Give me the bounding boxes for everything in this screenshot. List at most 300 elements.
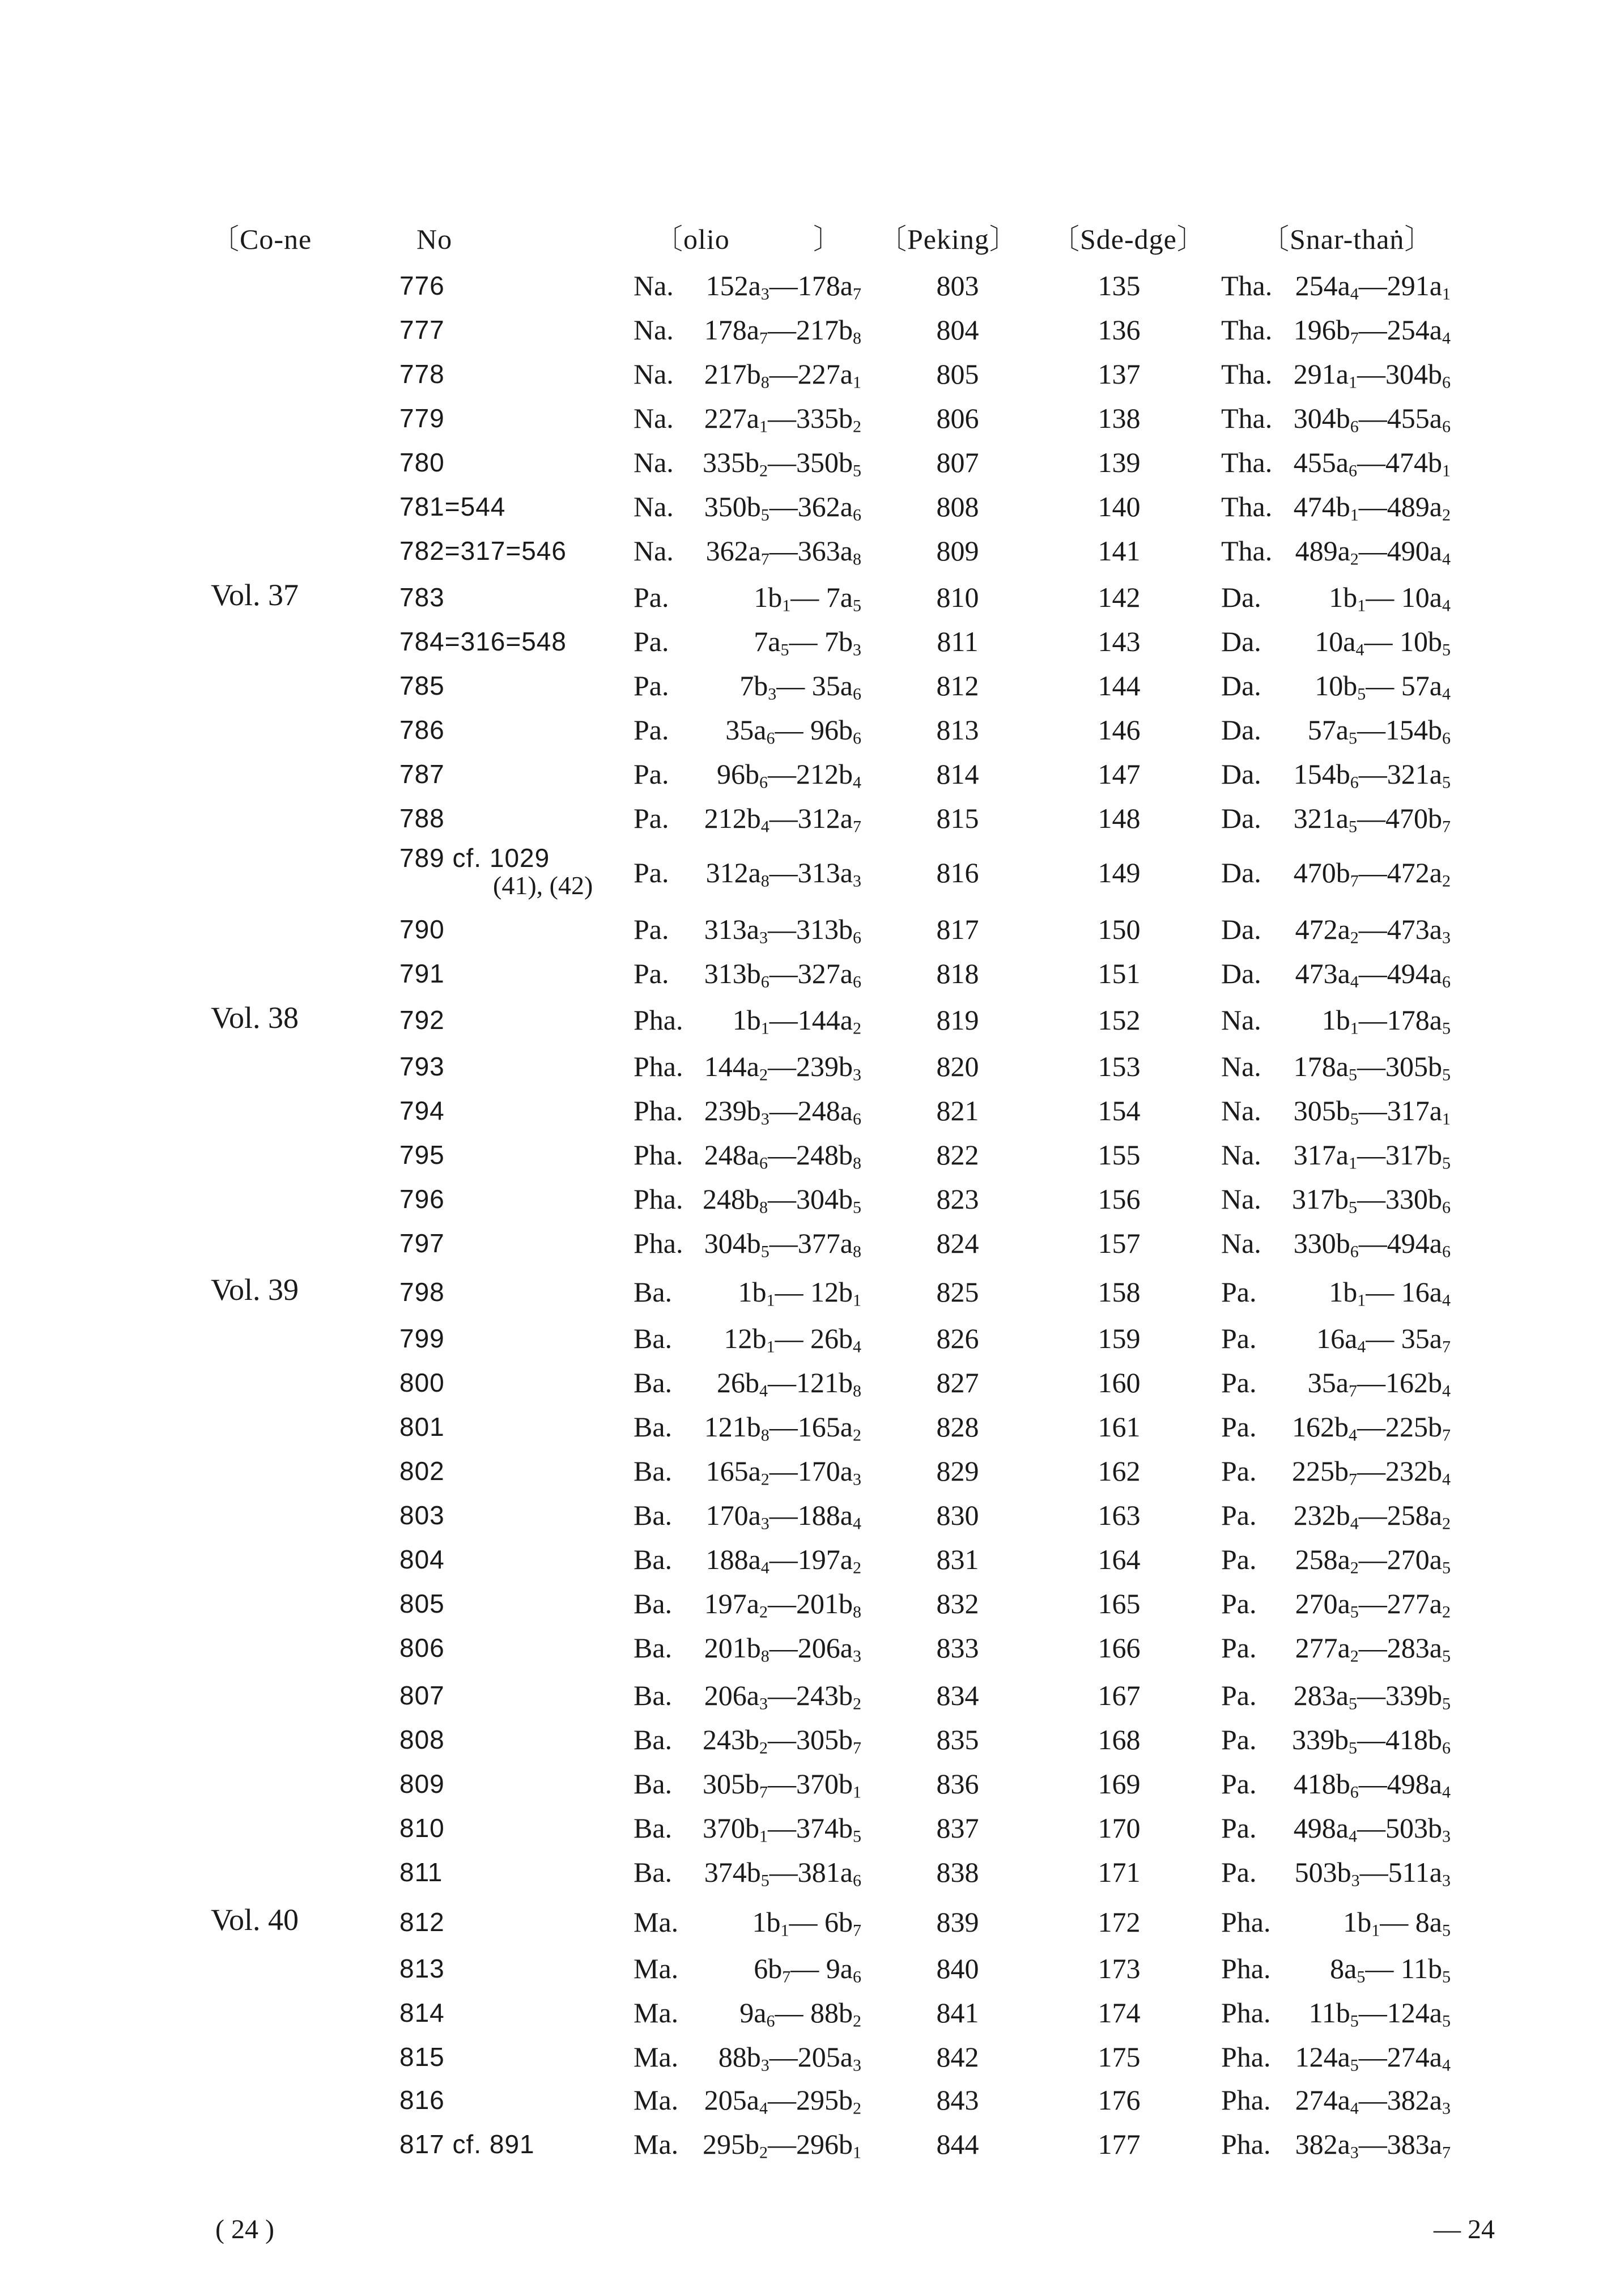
- peking-number: 829: [936, 1455, 979, 1487]
- snarthan-range: $317a_1—317b_5$: [1293, 1139, 1451, 1173]
- folio-range: $197a_2—201b_8$: [704, 1588, 861, 1622]
- catalogue-number: 781=544: [399, 492, 506, 521]
- folio-section: Na.: [634, 358, 674, 390]
- catalogue-number: 796: [399, 1184, 445, 1214]
- sdedge-number: 157: [1098, 1227, 1141, 1259]
- snarthan-section: Pha.: [1221, 2084, 1271, 2116]
- snarthan-section: Da.: [1221, 714, 1261, 746]
- peking-number: 833: [936, 1632, 979, 1664]
- sdedge-number: 169: [1098, 1768, 1141, 1800]
- sdedge-number: 158: [1098, 1276, 1141, 1308]
- snarthan-range: $489a_2—490a_4$: [1295, 535, 1451, 569]
- folio-range: $205a_4—295b_2$: [704, 2084, 861, 2118]
- snarthan-section: Tha.: [1221, 402, 1273, 434]
- snarthan-range: $474b_1—489a_2$: [1293, 491, 1451, 525]
- folio-range: $1b_1—$ $6b_7$: [752, 1906, 861, 1940]
- catalogue-number: 791: [399, 959, 445, 988]
- folio-range: $248a_6—248b_8$: [704, 1139, 861, 1173]
- catalogue-number-note: (41), (42): [493, 871, 593, 900]
- catalogue-number: 817 cf. 891: [399, 2129, 535, 2159]
- table-row: [0, 357, 1624, 391]
- table-row: [0, 1542, 1624, 1576]
- sdedge-number: 137: [1098, 358, 1141, 390]
- snarthan-section: Pha.: [1221, 1953, 1271, 1984]
- snarthan-range: $16a_4—$ $35a_7$: [1316, 1323, 1451, 1357]
- catalogue-number: 778: [399, 359, 445, 389]
- catalogue-number: 807: [399, 1681, 445, 1710]
- catalogue-number: 812: [399, 1907, 445, 1937]
- folio-range: $96b_6—212b_4$: [717, 758, 861, 792]
- snarthan-section: Tha.: [1221, 491, 1273, 522]
- folio-range: $1b_1—$ $7a_5$: [754, 581, 861, 615]
- table-row: [0, 843, 1624, 900]
- folio-section: Na.: [634, 314, 674, 346]
- catalogue-number: 806: [399, 1633, 445, 1663]
- catalogue-number: 798: [399, 1277, 445, 1307]
- peking-number: 818: [936, 958, 979, 989]
- folio-section: Na.: [634, 402, 674, 434]
- sdedge-number: 167: [1098, 1680, 1141, 1711]
- folio-section: Ba.: [634, 1367, 673, 1398]
- table-row: [0, 1767, 1624, 1801]
- catalogue-number: 786: [399, 715, 445, 745]
- snarthan-range: $503b_3—511a_3$: [1294, 1856, 1451, 1890]
- header-cone: 〔Co-ne: [211, 223, 312, 255]
- snarthan-section: Pha.: [1221, 2041, 1271, 2073]
- snarthan-section: Tha.: [1221, 270, 1273, 301]
- sdedge-number: 171: [1098, 1856, 1141, 1888]
- catalogue-number: 802: [399, 1456, 445, 1486]
- sdedge-number: 152: [1098, 1004, 1141, 1036]
- peking-number: 836: [936, 1768, 979, 1800]
- catalogue-number: 797: [399, 1228, 445, 1258]
- catalogue-number: 808: [399, 1725, 445, 1754]
- table-row: [0, 1049, 1624, 1083]
- peking-number: 816: [936, 857, 979, 888]
- sdedge-number: 154: [1098, 1095, 1141, 1126]
- peking-number: 839: [936, 1906, 979, 1938]
- peking-number: 809: [936, 535, 979, 567]
- snarthan-section: Na.: [1221, 1004, 1261, 1036]
- snarthan-range: $258a_2—270a_5$: [1295, 1544, 1451, 1578]
- sdedge-number: 162: [1098, 1455, 1141, 1487]
- folio-section: Pa.: [634, 857, 669, 888]
- folio-section: Pha.: [634, 1095, 683, 1126]
- table-row: [0, 1498, 1624, 1532]
- peking-number: 822: [936, 1139, 979, 1171]
- peking-number: 810: [936, 581, 979, 613]
- sdedge-number: 177: [1098, 2128, 1141, 2160]
- catalogue-number: 776: [399, 271, 445, 300]
- peking-number: 821: [936, 1095, 979, 1126]
- snarthan-range: $10b_5—$ $57a_4$: [1315, 670, 1451, 704]
- sdedge-number: 160: [1098, 1367, 1141, 1398]
- snarthan-section: Pa.: [1221, 1632, 1257, 1664]
- snarthan-section: Pa.: [1221, 1499, 1257, 1531]
- sdedge-number: 149: [1098, 857, 1141, 888]
- folio-range: $152a_3—178a_7$: [705, 270, 861, 304]
- snarthan-range: $339b_5—418b_6$: [1292, 1724, 1451, 1758]
- snarthan-section: Na.: [1221, 1183, 1261, 1215]
- catalogue-number: 799: [399, 1324, 445, 1353]
- folio-section: Ba.: [634, 1724, 673, 1755]
- snarthan-section: Da.: [1221, 958, 1261, 989]
- peking-number: 812: [936, 670, 979, 701]
- snarthan-range: $1b_1—$ $16a_4$: [1329, 1276, 1451, 1310]
- folio-section: Pa.: [634, 958, 669, 989]
- sdedge-number: 146: [1098, 714, 1141, 746]
- sdedge-number: 163: [1098, 1499, 1141, 1531]
- snarthan-range: $470b_7—472a_2$: [1293, 857, 1451, 891]
- table-row: [0, 956, 1624, 990]
- snarthan-range: $35a_7—162b_4$: [1307, 1367, 1451, 1401]
- sdedge-number: 170: [1098, 1812, 1141, 1844]
- snarthan-range: $291a_1—304b_6$: [1293, 358, 1451, 392]
- peking-number: 841: [936, 1997, 979, 2029]
- snarthan-section: Pa.: [1221, 1411, 1257, 1443]
- table-row: [0, 1678, 1624, 1712]
- folio-section: Ba.: [634, 1856, 673, 1888]
- table-row: [0, 269, 1624, 303]
- peking-number: 826: [936, 1323, 979, 1354]
- table-row: [0, 1182, 1624, 1216]
- page-number-left: ( 24 ): [215, 2214, 274, 2244]
- volume-label: Vol. 39: [211, 1273, 299, 1307]
- folio-range: $217b_8—227a_1$: [704, 358, 861, 392]
- folio-range: $312a_8—313a_3$: [705, 857, 861, 891]
- sdedge-number: 165: [1098, 1588, 1141, 1619]
- sdedge-number: 161: [1098, 1411, 1141, 1443]
- catalogue-number: 801: [399, 1412, 445, 1442]
- folio-range: $374b_5—381a_6$: [704, 1856, 861, 1890]
- snarthan-range: $10a_4—$ $10b_5$: [1315, 626, 1451, 660]
- catalogue-number: 780: [399, 448, 445, 477]
- table-row: [0, 580, 1624, 614]
- snarthan-section: Na.: [1221, 1227, 1261, 1259]
- folio-section: Ba.: [634, 1411, 673, 1443]
- snarthan-section: Da.: [1221, 670, 1261, 701]
- folio-section: Ma.: [634, 2128, 679, 2160]
- peking-number: 803: [936, 270, 979, 301]
- folio-section: Ba.: [634, 1276, 673, 1308]
- snarthan-section: Pa.: [1221, 1588, 1257, 1619]
- folio-range: $188a_4—197a_2$: [705, 1544, 861, 1578]
- catalogue-number: 811: [399, 1857, 443, 1887]
- volume-label: Vol. 37: [211, 578, 299, 612]
- peking-number: 814: [936, 758, 979, 790]
- snarthan-range: $154b_6—321a_5$: [1293, 758, 1451, 792]
- catalogue-number: 805: [399, 1589, 445, 1618]
- snarthan-range: $232b_4—258a_2$: [1293, 1499, 1451, 1533]
- sdedge-number: 159: [1098, 1323, 1141, 1354]
- snarthan-range: $304b_6—455a_6$: [1293, 402, 1451, 436]
- folio-range: $165a_2—170a_3$: [705, 1455, 861, 1489]
- snarthan-range: $162b_4—225b_7$: [1292, 1411, 1451, 1445]
- catalogue-number: 815: [399, 2042, 445, 2072]
- folio-section: Ba.: [634, 1499, 673, 1531]
- table-row: [0, 1410, 1624, 1444]
- folio-range: $350b_5—362a_6$: [704, 491, 861, 525]
- snarthan-range: $317b_5—330b_6$: [1292, 1183, 1451, 1217]
- folio-range: $144a_2—239b_3$: [704, 1051, 861, 1085]
- peking-number: 838: [936, 1856, 979, 1888]
- peking-number: 823: [936, 1183, 979, 1215]
- header-folio-close: 〕: [813, 223, 842, 255]
- snarthan-section: Tha.: [1221, 447, 1273, 478]
- table-row: [0, 2127, 1624, 2161]
- sdedge-number: 147: [1098, 758, 1141, 790]
- peking-number: 831: [936, 1544, 979, 1575]
- sdedge-number: 155: [1098, 1139, 1141, 1171]
- catalogue-number: 784=316=548: [399, 627, 567, 656]
- folio-section: Pha.: [634, 1183, 683, 1215]
- table-row: [0, 1094, 1624, 1128]
- snarthan-section: Da.: [1221, 626, 1261, 657]
- folio-range: $1b_1—$ $12b_1$: [738, 1276, 861, 1310]
- snarthan-section: Da.: [1221, 758, 1261, 790]
- snarthan-section: Na.: [1221, 1051, 1261, 1082]
- folio-range: $362a_7—363a_8$: [705, 535, 861, 569]
- peking-number: 844: [936, 2128, 979, 2160]
- snarthan-section: Pa.: [1221, 1768, 1257, 1800]
- snarthan-section: Da.: [1221, 581, 1261, 613]
- snarthan-range: $473a_4—494a_6$: [1295, 958, 1451, 992]
- folio-section: Pa.: [634, 758, 669, 790]
- snarthan-range: $57a_5—154b_6$: [1307, 714, 1451, 748]
- peking-number: 832: [936, 1588, 979, 1619]
- table-row: [0, 1138, 1624, 1172]
- folio-section: Ma.: [634, 1906, 679, 1938]
- folio-section: Ba.: [634, 1680, 673, 1711]
- snarthan-section: Pa.: [1221, 1724, 1257, 1755]
- catalogue-number: 779: [399, 403, 445, 433]
- catalogue-number: 810: [399, 1813, 445, 1843]
- sdedge-number: 150: [1098, 913, 1141, 945]
- snarthan-section: Pa.: [1221, 1455, 1257, 1487]
- snarthan-section: Pa.: [1221, 1544, 1257, 1575]
- snarthan-range: $1b_1—178a_5$: [1321, 1004, 1451, 1038]
- catalogue-number: 783: [399, 582, 445, 612]
- header-peking: 〔Peking〕: [878, 223, 1018, 255]
- folio-section: Na.: [634, 535, 674, 567]
- sdedge-number: 142: [1098, 581, 1141, 613]
- peking-number: 843: [936, 2084, 979, 2116]
- folio-section: Na.: [634, 491, 674, 522]
- catalogue-number: 813: [399, 1954, 445, 1983]
- snarthan-section: Pha.: [1221, 2128, 1271, 2160]
- folio-section: Pa.: [634, 802, 669, 834]
- folio-range: $243b_2—305b_7$: [703, 1724, 861, 1758]
- table-row: [0, 757, 1624, 791]
- folio-section: Pha.: [634, 1004, 683, 1036]
- snarthan-section: Pha.: [1221, 1906, 1271, 1938]
- snarthan-range: $196b_7—254a_4$: [1293, 314, 1451, 348]
- catalogue-number: 787: [399, 759, 445, 789]
- folio-range: $313b_6—327a_6$: [704, 958, 861, 992]
- snarthan-section: Pa.: [1221, 1856, 1257, 1888]
- folio-range: $170a_3—188a_4$: [705, 1499, 861, 1533]
- peking-number: 806: [936, 402, 979, 434]
- catalogue-number: 793: [399, 1052, 445, 1081]
- folio-section: Ma.: [634, 2084, 679, 2116]
- folio-section: Ba.: [634, 1455, 673, 1487]
- table-row: [0, 1321, 1624, 1355]
- folio-section: Ma.: [634, 2041, 679, 2073]
- folio-section: Pa.: [634, 670, 669, 701]
- folio-range: $12b_1—$ $26b_4$: [724, 1323, 861, 1357]
- peking-number: 824: [936, 1227, 979, 1259]
- folio-section: Pa.: [634, 714, 669, 746]
- folio-range: $227a_1—335b_2$: [704, 402, 861, 436]
- folio-range: $9a_6—$ $88b_2$: [739, 1997, 861, 2031]
- table-row: [0, 1855, 1624, 1889]
- peking-number: 842: [936, 2041, 979, 2073]
- snarthan-range: $274a_4—382a_3$: [1295, 2084, 1451, 2118]
- table-row: [0, 1275, 1624, 1309]
- catalogue-number: 789 cf. 1029: [399, 843, 550, 873]
- peking-number: 804: [936, 314, 979, 346]
- snarthan-section: Pa.: [1221, 1323, 1257, 1354]
- snarthan-section: Da.: [1221, 913, 1261, 945]
- sdedge-number: 166: [1098, 1632, 1141, 1664]
- folio-section: Pa.: [634, 581, 669, 613]
- table-row: [0, 2083, 1624, 2117]
- folio-section: Ma.: [634, 1997, 679, 2029]
- snarthan-range: $8a_5—$ $11b_5$: [1330, 1953, 1451, 1987]
- folio-section: Ba.: [634, 1812, 673, 1844]
- snarthan-range: $270a_5—277a_2$: [1295, 1588, 1451, 1622]
- snarthan-section: Tha.: [1221, 358, 1273, 390]
- sdedge-number: 168: [1098, 1724, 1141, 1755]
- table-row: [0, 1905, 1624, 1939]
- folio-range: $304b_5—377a_8$: [704, 1227, 861, 1261]
- volume-label: Vol. 38: [211, 1001, 299, 1035]
- snarthan-section: Tha.: [1221, 535, 1273, 567]
- snarthan-section: Da.: [1221, 857, 1261, 888]
- folio-range: $248b_8—304b_5$: [703, 1183, 861, 1217]
- catalogue-number: 792: [399, 1005, 445, 1035]
- folio-section: Pha.: [634, 1139, 683, 1171]
- folio-range: $178a_7—217b_8$: [704, 314, 861, 348]
- snarthan-range: $254a_4—291a_1$: [1295, 270, 1451, 304]
- table-row: [0, 2040, 1624, 2074]
- snarthan-range: $178a_5—305b_5$: [1293, 1051, 1451, 1085]
- folio-section: Ba.: [634, 1323, 673, 1354]
- sdedge-number: 138: [1098, 402, 1141, 434]
- catalogue-number: 795: [399, 1140, 445, 1170]
- table-row: [0, 669, 1624, 703]
- catalogue-number: 782=317=546: [399, 536, 567, 566]
- table-row: [0, 1587, 1624, 1621]
- catalogue-number: 788: [399, 803, 445, 833]
- folio-range: $1b_1—144a_2$: [732, 1004, 861, 1038]
- snarthan-range: $382a_3—383a_7$: [1295, 2128, 1451, 2162]
- catalogue-number: 814: [399, 1998, 445, 2027]
- catalogue-number: 804: [399, 1545, 445, 1574]
- table-row: [0, 534, 1624, 568]
- table-row: [0, 801, 1624, 835]
- sdedge-number: 156: [1098, 1183, 1141, 1215]
- snarthan-section: Tha.: [1221, 314, 1273, 346]
- peking-number: 817: [936, 913, 979, 945]
- catalogue-number: 790: [399, 915, 445, 944]
- folio-section: Na.: [634, 447, 674, 478]
- sdedge-number: 175: [1098, 2041, 1141, 2073]
- snarthan-range: $277a_2—283a_5$: [1295, 1632, 1451, 1666]
- folio-section: Ba.: [634, 1544, 673, 1575]
- table-row: [0, 313, 1624, 347]
- sdedge-number: 176: [1098, 2084, 1141, 2116]
- folio-range: $7a_5—$ $7b_3$: [754, 626, 861, 660]
- snarthan-range: $11b_5—124a_5$: [1308, 1997, 1451, 2031]
- snarthan-range: $330b_6—494a_6$: [1293, 1227, 1451, 1261]
- folio-range: $201b_8—206a_3$: [704, 1632, 861, 1666]
- table-row: [0, 1226, 1624, 1260]
- snarthan-section: Da.: [1221, 802, 1261, 834]
- table-row: [0, 1723, 1624, 1757]
- table-row: [0, 1366, 1624, 1400]
- folio-range: $305b_7—370b_1$: [703, 1768, 861, 1802]
- peking-number: 808: [936, 491, 979, 522]
- snarthan-range: $418b_6—498a_4$: [1293, 1768, 1451, 1802]
- folio-range: $35a_6—$ $96b_6$: [725, 714, 861, 748]
- catalogue-number: 816: [399, 2085, 445, 2115]
- table-row: [0, 912, 1624, 946]
- sdedge-number: 136: [1098, 314, 1141, 346]
- page-number-right: — 24: [1434, 2214, 1495, 2244]
- snarthan-section: Pa.: [1221, 1680, 1257, 1711]
- header-sdedge: 〔Sde-dge〕: [1051, 223, 1206, 255]
- folio-section: Ba.: [634, 1588, 673, 1619]
- snarthan-section: Na.: [1221, 1095, 1261, 1126]
- peking-number: 813: [936, 714, 979, 746]
- catalogue-number: 809: [399, 1769, 445, 1798]
- peking-number: 837: [936, 1812, 979, 1844]
- sdedge-number: 172: [1098, 1906, 1141, 1938]
- folio-range: $26b_4—121b_8$: [717, 1367, 861, 1401]
- table-row: [0, 1454, 1624, 1488]
- catalogue-number: 777: [399, 315, 445, 345]
- header-snarthan: 〔Snar-thaṅ〕: [1261, 223, 1434, 255]
- sdedge-number: 143: [1098, 626, 1141, 657]
- peking-number: 840: [936, 1953, 979, 1984]
- folio-range: $206a_3—243b_2$: [704, 1680, 861, 1714]
- peking-number: 805: [936, 358, 979, 390]
- peking-number: 825: [936, 1276, 979, 1308]
- folio-section: Pha.: [634, 1051, 683, 1082]
- catalogue-number: 785: [399, 671, 445, 700]
- snarthan-section: Pa.: [1221, 1812, 1257, 1844]
- peking-number: 820: [936, 1051, 979, 1082]
- folio-section: Ba.: [634, 1768, 673, 1800]
- snarthan-range: $283a_5—339b_5$: [1293, 1680, 1451, 1714]
- peking-number: 819: [936, 1004, 979, 1036]
- folio-range: $7b_3—$ $35a_6$: [739, 670, 861, 704]
- snarthan-range: $321a_5—470b_7$: [1293, 802, 1451, 836]
- folio-range: $121b_8—165a_2$: [704, 1411, 861, 1445]
- peking-number: 828: [936, 1411, 979, 1443]
- snarthan-range: $1b_1—$ $10a_4$: [1329, 581, 1451, 615]
- peking-number: 827: [936, 1367, 979, 1398]
- peking-number: 807: [936, 447, 979, 478]
- table-row: [0, 1631, 1624, 1665]
- folio-range: $88b_3—205a_3$: [718, 2041, 861, 2075]
- folio-section: Pa.: [634, 626, 669, 657]
- sdedge-number: 139: [1098, 447, 1141, 478]
- sdedge-number: 148: [1098, 802, 1141, 834]
- table-row: [0, 1996, 1624, 2030]
- folio-range: $239b_3—248a_6$: [704, 1095, 861, 1129]
